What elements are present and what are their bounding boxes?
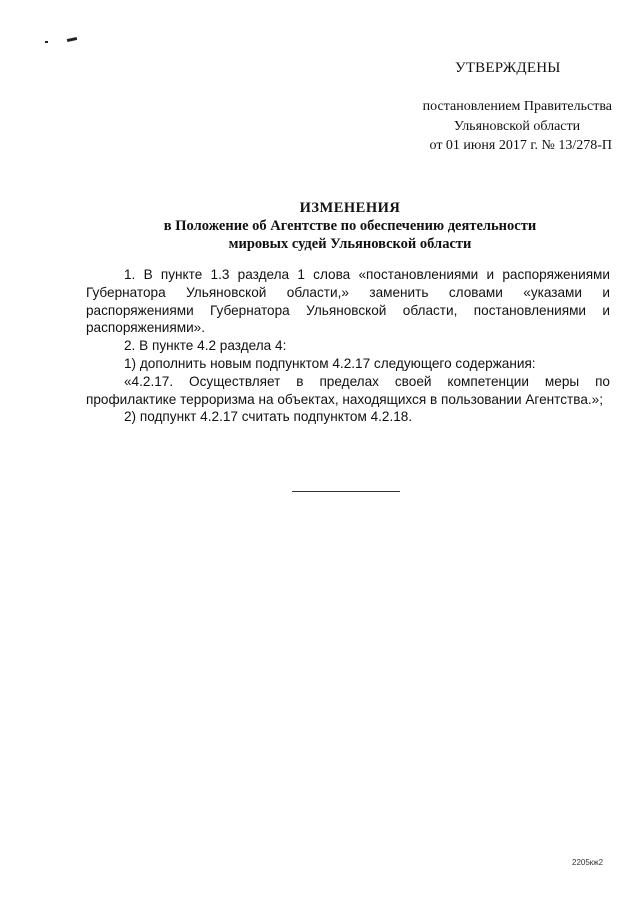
paragraph-subitem-1: 1) дополнить новым подпунктом 4.2.17 следующего содержания: — [124, 355, 536, 371]
footer-code: 2205кж2 — [572, 858, 604, 867]
paragraph-item-2: 2. В пункте 4.2 раздела 4: — [124, 338, 287, 354]
document-heading — [90, 199, 610, 253]
scan-speck — [67, 37, 77, 42]
approval-date-number: от 01 июня 2017 г. № 13/278-П — [429, 138, 612, 153]
paragraph-subitem-2: 2) подпункт 4.2.17 считать подпунктом 4.2.18. — [124, 409, 413, 425]
approval-line: постановлением Правительства — [422, 99, 612, 114]
paragraph-quote: «4.2.17. Осуществляет в пределах своей компетенции меры по профилактике терроризма на объектах, находящихся в пользовании Агентства.»; — [86, 373, 610, 407]
closing-rule — [292, 491, 400, 492]
scan-speck — [45, 41, 48, 43]
approval-stamp-title: УТВЕРЖДЕНЫ — [455, 60, 561, 76]
document-subtitle: в Положение об Агентстве по обеспечению деятельности — [163, 218, 537, 234]
paragraph-item-1: 1. В пункте 1.3 раздела 1 слова «постановлениями и распоряжениями Губернатора Ульяновской области,» заменить словами «указами и распоряжениями Губернатора Ульяновской области, постановлениями и распоряжениями». — [86, 267, 610, 336]
approval-line: Ульяновской области — [453, 118, 581, 134]
document-body — [86, 266, 610, 426]
document-subtitle: мировых судей Ульяновской области — [228, 236, 472, 252]
document-title: ИЗМЕНЕНИЯ — [299, 200, 401, 216]
approval-reference — [352, 97, 612, 156]
